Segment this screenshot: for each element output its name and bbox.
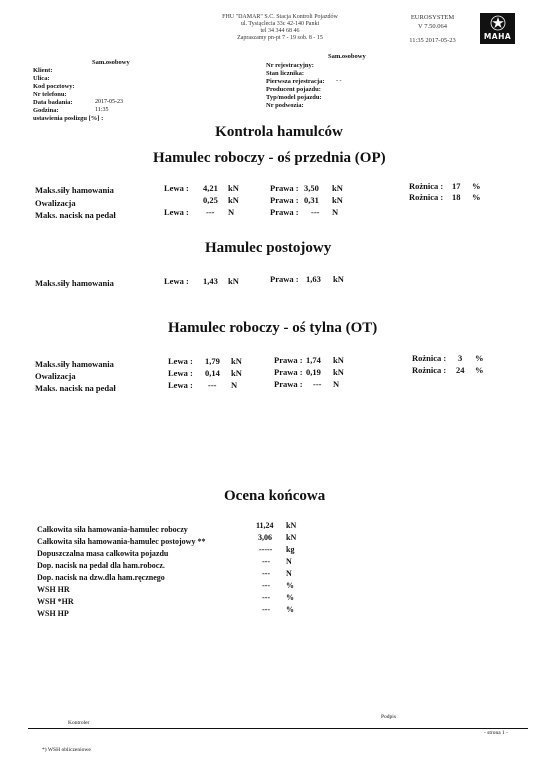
field-telefon: Nr telefonu: xyxy=(33,91,67,98)
system-datetime: 11:35 2017-05-23 xyxy=(409,37,456,44)
field-data-badania-value: 2017-05-23 xyxy=(95,99,123,105)
final-row-label: Całkowita siła hamowania-hamulec postojowy ** xyxy=(37,537,206,546)
rear-diff-label: Rożnica : xyxy=(412,365,447,375)
parking-prawa-label: Prawa : xyxy=(270,274,299,284)
rear-lewa-label: Lewa : xyxy=(168,368,193,378)
final-row-label: Całkowita siła hamowania-hamulec roboczy xyxy=(37,525,188,534)
rear-diff-label: Rożnica : xyxy=(412,353,447,363)
rear-prawa-unit: kN xyxy=(333,367,344,377)
front-axle-title: Hamulec roboczy - oś przednia (OP) xyxy=(153,150,386,166)
front-lewa-value: 4,21 xyxy=(203,183,218,193)
rear-diff-unit: % xyxy=(475,353,484,363)
final-row-label: WSH HR xyxy=(37,585,70,594)
vehicle-type-left: Sam.osobowy xyxy=(92,59,130,66)
final-row-value: --- xyxy=(262,605,270,614)
page-title: Kontrola hamulców xyxy=(215,124,343,140)
system-info xyxy=(395,14,470,46)
rear-prawa-unit: kN xyxy=(333,355,344,365)
final-row-value: --- xyxy=(262,581,270,590)
rear-lewa-unit: kN xyxy=(231,356,242,366)
field-klient: Klient: xyxy=(33,67,53,74)
rear-lewa-value: 1,79 xyxy=(205,356,220,366)
field-kod: Kod pocztowy: xyxy=(33,83,75,90)
rear-prawa-value: --- xyxy=(313,379,322,389)
field-nr-rej: Nr rejestracyjny: xyxy=(266,62,314,69)
final-row-value: 3,06 xyxy=(258,533,272,542)
parking-lewa-value: 1,43 xyxy=(203,276,218,286)
front-prawa-unit: kN xyxy=(332,195,343,205)
rear-diff-unit: % xyxy=(475,365,484,375)
front-prawa-label: Prawa : xyxy=(270,207,299,217)
rear-lewa-label: Lewa : xyxy=(168,356,193,366)
rear-row-label: Maks. nacisk na pedał xyxy=(35,383,116,393)
field-data-badania: Data badania: xyxy=(33,99,73,106)
field-licznik: Stan licznika: xyxy=(266,70,305,77)
parking-row-label: Maks.siły hamowania xyxy=(35,278,114,288)
front-lewa-unit: N xyxy=(228,207,235,217)
front-diff-unit: % xyxy=(472,192,481,202)
rear-prawa-label: Prawa : xyxy=(274,367,303,377)
final-row-value: --- xyxy=(262,569,270,578)
final-assessment-title: Ocena końcowa xyxy=(224,488,326,504)
front-prawa-label: Prawa : xyxy=(270,195,299,205)
front-diff-label: Rożnica : xyxy=(409,192,444,202)
front-row-label: Maks. nacisk na pedał xyxy=(35,210,116,220)
front-diff-label: Rożnica : xyxy=(409,181,444,191)
final-row-label: Dop. nacisk na dzw.dla ham.ręcznego xyxy=(37,573,165,582)
final-row-value: ----- xyxy=(259,545,273,554)
front-prawa-value: 3,50 xyxy=(304,183,319,193)
parking-prawa-unit: kN xyxy=(333,274,344,284)
final-row-unit: N xyxy=(286,557,292,566)
logo-text: MAHA xyxy=(483,32,512,41)
rear-prawa-label: Prawa : xyxy=(274,355,303,365)
rear-lewa-unit: kN xyxy=(231,368,242,378)
rear-diff-value: 3 xyxy=(458,353,463,363)
front-prawa-unit: kN xyxy=(332,183,343,193)
final-row-unit: % xyxy=(286,593,294,602)
parking-lewa-label: Lewa : xyxy=(164,276,189,286)
final-row-label: WSH *HR xyxy=(37,597,74,606)
rear-axle-title: Hamulec roboczy - oś tylna (OT) xyxy=(168,320,378,336)
front-diff-value: 18 xyxy=(452,192,461,202)
system-version: V 7.50.064 xyxy=(418,22,447,30)
field-ulica: Ulica: xyxy=(33,75,50,82)
field-poslizg: ustawienia poslizgu [%] : xyxy=(33,115,104,122)
field-godzina-value: 11:35 xyxy=(95,107,109,113)
field-producent: Producent pojazdu: xyxy=(266,86,321,93)
final-row-value: 11,24 xyxy=(256,521,274,530)
rear-prawa-value: 1,74 xyxy=(306,355,321,365)
footnote: *) WSH obliczeniowe xyxy=(42,747,91,753)
rear-row-label: Owalizacja xyxy=(35,371,76,381)
field-pierwsza-rej: Pierwsza rejestracja: xyxy=(266,78,325,85)
rear-prawa-value: 0,19 xyxy=(306,367,321,377)
front-prawa-value: 0,31 xyxy=(304,195,319,205)
final-row-value: --- xyxy=(262,593,270,602)
system-name: EUROSYSTEM xyxy=(410,14,455,21)
rear-lewa-value: 0,14 xyxy=(205,368,220,378)
final-row-label: Dop. nacisk na pedał dla ham.robocz. xyxy=(37,561,165,570)
front-diff-value: 17 xyxy=(452,181,461,191)
final-row-label: Dopuszczalna masa całkowita pojazdu xyxy=(37,549,169,558)
front-lewa-unit: kN xyxy=(228,183,239,193)
company-address: ul. Tysiąclecia 33c 42-140 Panki xyxy=(240,21,320,27)
star-emblem-icon xyxy=(490,15,506,31)
final-row-label: WSH HP xyxy=(37,609,69,618)
front-prawa-unit: N xyxy=(332,207,339,217)
field-nr-podwozia: Nr podwozia: xyxy=(266,102,304,109)
vehicle-type-right: Sam.osobowy xyxy=(328,53,366,60)
rear-lewa-unit: N xyxy=(231,380,238,390)
podpis-label: Podpis xyxy=(381,714,396,720)
maha-logo xyxy=(480,13,515,44)
final-row-unit: kN xyxy=(286,521,297,530)
company-hours: Zapraszamy pn-pt 7 - 19 sob. 8 - 15 xyxy=(237,35,323,41)
parking-lewa-unit: kN xyxy=(228,276,239,286)
parking-brake-title: Hamulec postojowy xyxy=(205,240,332,256)
rear-lewa-value: --- xyxy=(208,380,217,390)
front-prawa-label: Prawa : xyxy=(270,183,299,193)
rear-prawa-label: Prawa : xyxy=(274,379,303,389)
rear-diff-value: 24 xyxy=(456,365,465,375)
front-lewa-value: 0,25 xyxy=(203,195,218,205)
front-lewa-label: Lewa : xyxy=(164,207,189,217)
final-row-unit: kN xyxy=(286,533,297,542)
company-name: FHU "DAMAR" S.C. Stacja Kontroli Pojazdów xyxy=(222,14,338,20)
page-number: - strona 1 - xyxy=(484,730,508,736)
kontroler-label: Kontroler xyxy=(68,720,90,726)
rear-row-label: Maks.siły hamowania xyxy=(35,359,114,369)
field-godzina: Godzina: xyxy=(33,107,59,114)
footer-divider xyxy=(28,728,528,729)
final-row-value: --- xyxy=(262,557,270,566)
front-row-label: Maks.siły hamowania xyxy=(35,185,114,195)
final-row-unit: N xyxy=(286,569,292,578)
front-lewa-label: Lewa : xyxy=(164,183,189,193)
final-row-unit: % xyxy=(286,581,294,590)
front-row-label: Owalizacja xyxy=(35,198,76,208)
rear-lewa-label: Lewa : xyxy=(168,380,193,390)
company-header xyxy=(180,14,380,42)
front-diff-unit: % xyxy=(472,181,481,191)
rear-prawa-unit: N xyxy=(333,379,340,389)
front-lewa-value: --- xyxy=(206,207,215,217)
final-row-unit: kg xyxy=(286,545,295,554)
field-pierwsza-rej-value: - - xyxy=(336,78,342,84)
parking-prawa-value: 1,63 xyxy=(306,274,321,284)
front-prawa-value: --- xyxy=(311,207,320,217)
final-row-unit: % xyxy=(286,605,294,614)
company-phone: tel 34 344 68 46 xyxy=(260,28,300,34)
field-typ-model: Typ/model pojazdu: xyxy=(266,94,322,101)
front-lewa-unit: kN xyxy=(228,195,239,205)
